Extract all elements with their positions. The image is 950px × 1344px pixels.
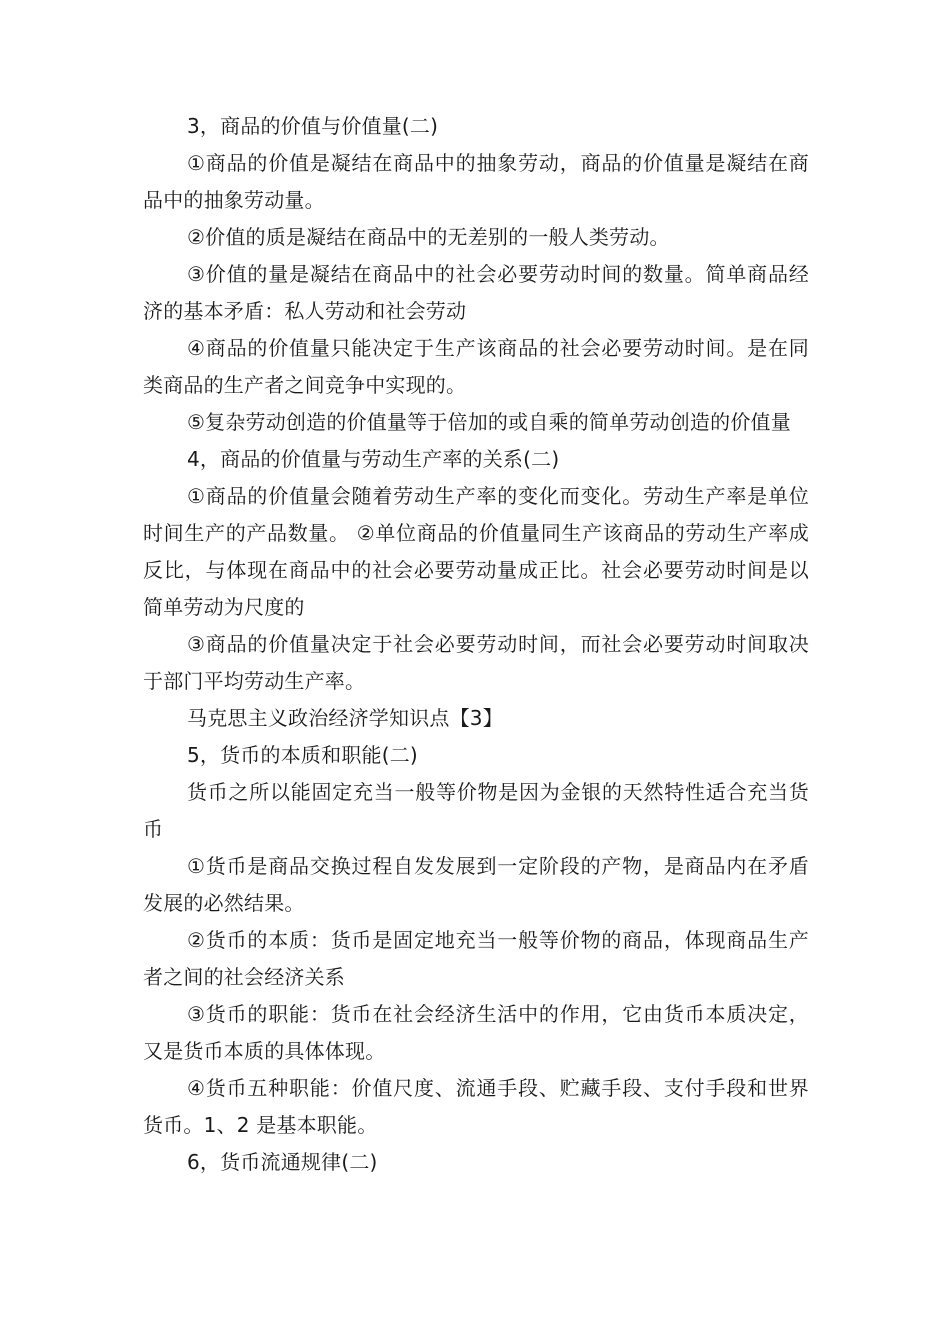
paragraph: ③商品的价值量决定于社会必要劳动时间，而社会必要劳动时间取决于部门平均劳动生产率。 [143, 632, 809, 693]
paragraph: ①货币是商品交换过程自发发展到一定阶段的产物，是商品内在矛盾发展的必然结果。 [143, 854, 809, 915]
document-body [143, 108, 809, 1181]
paragraph: ⑤复杂劳动创造的价值量等于倍加的或自乘的简单劳动创造的价值量 [187, 410, 791, 434]
paragraph: ②价值的质是凝结在商品中的无差别的一般人类劳动。 [187, 225, 670, 249]
paragraph: 货币之所以能固定充当一般等价物是因为金银的天然特性适合充当货币 [143, 780, 809, 841]
paragraph: ④商品的价值量只能决定于生产该商品的社会必要劳动时间。是在同类商品的生产者之间竞争中实现的。 [143, 336, 809, 397]
paragraph: ③价值的量是凝结在商品中的社会必要劳动时间的数量。简单商品经济的基本矛盾：私人劳动和社会劳动 [143, 262, 809, 323]
paragraph: ④货币五种职能：价值尺度、流通手段、贮藏手段、支付手段和世界货币。1、2 是基本职能。 [143, 1076, 809, 1137]
heading-section-3: 3，商品的价值与价值量(二) [187, 114, 439, 138]
paragraph: ③货币的职能：货币在社会经济生活中的作用，它由货币本质决定，又是货币本质的具体体现。 [143, 1002, 809, 1063]
paragraph: ②货币的本质：货币是固定地充当一般等价物的商品，体现商品生产者之间的社会经济关系 [143, 928, 809, 989]
heading-section-6: 6，货币流通规律(二) [187, 1150, 378, 1174]
paragraph: ①商品的价值量会随着劳动生产率的变化而变化。劳动生产率是单位时间生产的产品数量。 ②单位商品的价值量同生产该商品的劳动生产率成反比，与体现在商品中的社会必要劳动量成正比。社会必要劳动时间是以简单劳动为尺度的 [143, 484, 809, 619]
heading-section-4: 4，商品的价值量与劳动生产率的关系(二) [187, 447, 560, 471]
heading-section-5: 5，货币的本质和职能(二) [187, 743, 418, 767]
paragraph: ①商品的价值是凝结在商品中的抽象劳动，商品的价值量是凝结在商品中的抽象劳动量。 [143, 151, 809, 212]
part-title: 马克思主义政治经济学知识点【3】 [187, 706, 503, 730]
